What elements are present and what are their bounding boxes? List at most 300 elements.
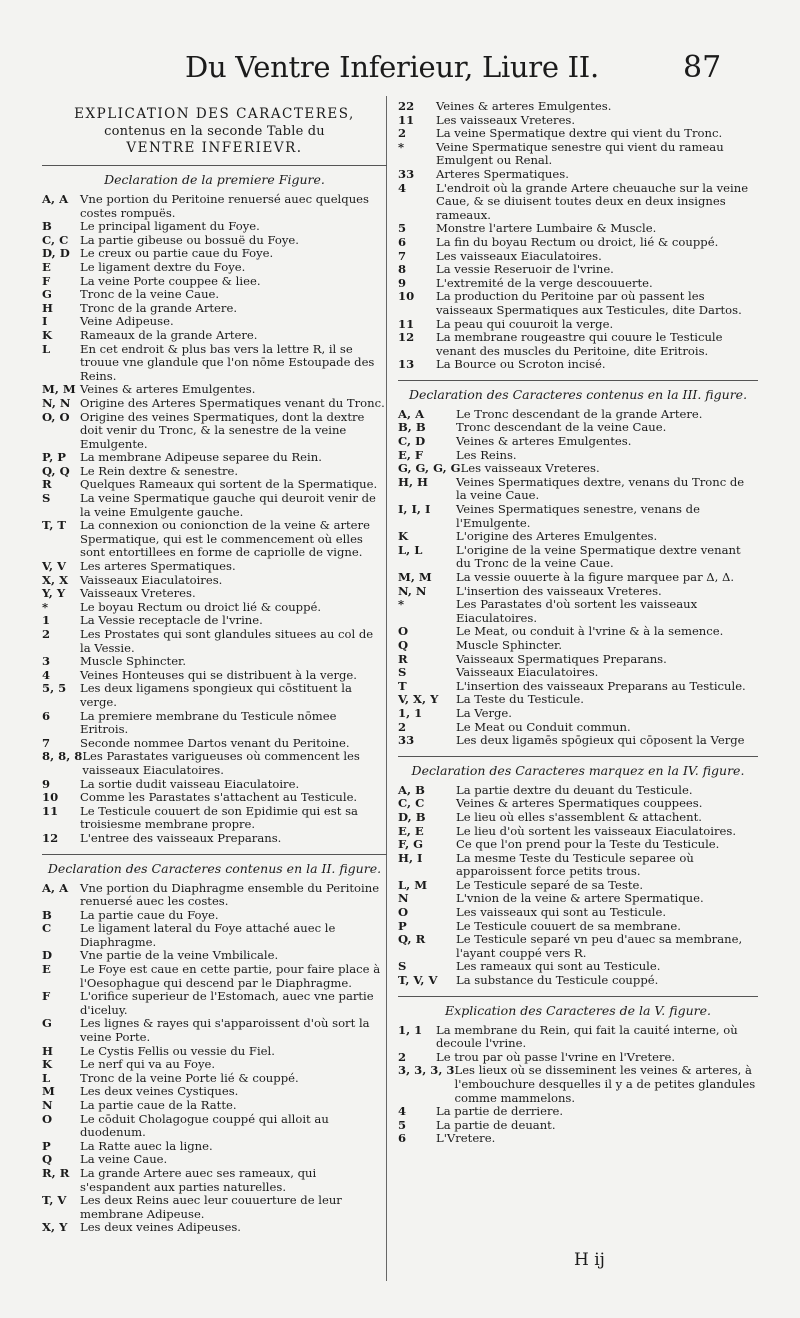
legend-entry xyxy=(42,519,387,560)
entry-text: Le Rein dextre & senestre. xyxy=(80,463,239,478)
entry-label: Q xyxy=(42,1152,53,1167)
entry-label: H, H xyxy=(398,474,428,489)
legend-entry xyxy=(42,302,387,316)
legend-entry xyxy=(42,949,387,963)
legend-entry xyxy=(42,478,387,492)
entry-label: 5 xyxy=(398,221,407,236)
entry-text: Le Tronc descendant de la grande Artere. xyxy=(456,406,703,421)
legend-entry xyxy=(398,449,758,463)
legend-entry xyxy=(398,974,758,988)
entry-label: Q, R xyxy=(398,932,426,947)
entry-text: Le Meat ou Conduit commun. xyxy=(456,719,631,734)
legend-entry xyxy=(398,960,758,974)
legend-entry xyxy=(398,263,758,277)
entry-text: Vne portion du Peritoine renuersé auec quelques costes rompuës. xyxy=(80,192,369,220)
entry-label: N xyxy=(398,891,409,906)
entry-text: Les vaisseaux Vreteres. xyxy=(436,112,576,127)
entry-text: Les rameaux qui sont au Testicule. xyxy=(456,959,661,974)
entry-text: Origine des Arteres Spermatiques venant du Tronc. xyxy=(80,395,385,410)
entry-text: La partie de derriere. xyxy=(436,1104,564,1119)
entry-text: La membrane du Rein, qui fait la cauité interne, où decoule l'vrine. xyxy=(436,1022,738,1051)
figure-section xyxy=(398,380,758,748)
legend-entry xyxy=(398,653,758,667)
entry-label: Y, Y xyxy=(42,586,66,601)
running-title: Du Ventre Inferieur, Liure II. xyxy=(185,50,599,84)
legend-entry xyxy=(398,530,758,544)
entry-text: Le principal ligament du Foye. xyxy=(80,219,260,234)
legend-entry xyxy=(42,234,387,248)
entry-text: Les Parastates d'où sortent les vaisseaux Eiaculatoires. xyxy=(456,597,698,625)
entry-label: 13 xyxy=(398,357,415,372)
entry-text: Le Meat, ou conduit à l'vrine & à la semence. xyxy=(456,624,724,639)
legend-entry xyxy=(398,127,758,141)
legend-entry xyxy=(398,838,758,852)
legend-entry xyxy=(42,1194,387,1221)
entry-label: 10 xyxy=(42,790,59,805)
legend-entry xyxy=(42,990,387,1017)
entry-label: 3, 3, 3, 3 xyxy=(398,1063,455,1078)
entry-text: La production du Peritoine par où passent les vaisseaux Spermatiques aux Testicules, dite Dartos. xyxy=(436,289,742,317)
entry-text: La Verge. xyxy=(456,705,512,720)
entry-text: La veine Porte couppee & liee. xyxy=(80,273,261,288)
entry-text: Veines & arteres Spermatiques couppees. xyxy=(456,796,703,811)
entry-label: P, P xyxy=(42,450,67,465)
entry-label: A, B xyxy=(398,782,425,797)
entry-label: O, O xyxy=(42,409,70,424)
entry-label: R, R xyxy=(42,1165,70,1180)
legend-entry xyxy=(42,682,387,709)
legend-entry xyxy=(398,435,758,449)
legend-entry xyxy=(42,1072,387,1086)
legend-entry xyxy=(398,639,758,653)
entry-label: 8, 8, 8 xyxy=(42,749,83,764)
legend-entry xyxy=(398,182,758,223)
entry-text: L'origine de la veine Spermatique dextre venant du Tronc de la veine Caue. xyxy=(456,542,741,571)
legend-entry xyxy=(398,892,758,906)
entry-text: La mesme Teste du Testicule separee où apparoissent force petits trous. xyxy=(456,850,694,879)
legend-entry xyxy=(398,734,758,748)
entry-text: Vaisseaux Eiaculatoires. xyxy=(80,572,223,587)
entry-label: B xyxy=(42,219,52,234)
legend-entry xyxy=(42,1045,387,1059)
section-heading: Declaration de la premiere Figure. xyxy=(42,165,387,187)
legend-entry xyxy=(398,1105,758,1119)
entry-label: 4 xyxy=(398,1104,407,1119)
entry-text: L'insertion des vaisseaux Preparans au Testicule. xyxy=(456,678,746,693)
entry-text: Le Foye est caue en cette partie, pour faire place à l'Oesophague qui descend par le Diaphragme. xyxy=(80,962,381,990)
legend-entry xyxy=(42,343,387,384)
signature-mark: H ij xyxy=(574,1250,605,1270)
entry-label: 11 xyxy=(42,803,59,818)
entry-label: I, I, I xyxy=(398,502,431,517)
entry-text: Veines Honteuses qui se distribuent à la verge. xyxy=(80,667,357,682)
entry-text: La Bource ou Scroton incisé. xyxy=(436,357,606,372)
entry-label: 7 xyxy=(42,735,51,750)
entry-label: P xyxy=(398,918,407,933)
entry-text: L'origine des Arteres Emulgentes. xyxy=(456,529,658,544)
entry-text: La partie de deuant. xyxy=(436,1117,556,1132)
entry-text: Les Reins. xyxy=(456,447,517,462)
entry-label: 12 xyxy=(42,830,59,845)
legend-entry xyxy=(398,318,758,332)
entry-text: Le ligament lateral du Foye attaché auec le Diaphragme. xyxy=(80,921,336,949)
entry-text: L'vnion de la veine & artere Spermatique. xyxy=(456,891,704,906)
entry-text: Le boyau Rectum ou droict lié & couppé. xyxy=(80,599,322,614)
entry-label: K xyxy=(42,327,53,342)
entry-label: 6 xyxy=(398,1131,407,1146)
entry-label: D, B xyxy=(398,809,426,824)
legend-entry xyxy=(42,1099,387,1113)
entry-label: L, M xyxy=(398,877,428,892)
legend-entry xyxy=(398,503,758,530)
legend-entry xyxy=(42,909,387,923)
entry-text: La connexion ou conionction de la veine & artere Spermatique, qui est le commencement où elles sont entortillees en forme de capriolle de vigne. xyxy=(80,518,370,560)
legend-entry xyxy=(42,451,387,465)
legend-entry xyxy=(42,411,387,452)
legend-entry xyxy=(398,141,758,168)
entry-text: Vne portion du Diaphragme ensemble du Peritoine renuersé auec les costes. xyxy=(80,880,380,909)
entry-text: Muscle Sphincter. xyxy=(456,637,563,652)
legend-entry xyxy=(42,397,387,411)
entry-label: F, G xyxy=(398,837,424,852)
legend-entry xyxy=(42,882,387,909)
entry-label: N, N xyxy=(42,395,71,410)
legend-entry xyxy=(42,261,387,275)
entry-label: L xyxy=(42,341,51,356)
entry-label: L xyxy=(42,1070,51,1085)
legend-entry xyxy=(42,750,387,777)
legend-entry xyxy=(42,778,387,792)
entry-text: Veines & arteres Emulgentes. xyxy=(436,99,612,113)
legend-entry xyxy=(42,710,387,737)
entry-label: C xyxy=(42,921,52,936)
entry-label: N, N xyxy=(398,583,427,598)
entry-label: D xyxy=(42,948,53,963)
entry-text: Les Parastates varigueuses où commencent les vaisseaux Eiaculatoires. xyxy=(82,749,360,777)
legend-entry xyxy=(398,784,758,798)
legend-entry xyxy=(42,275,387,289)
legend-entry xyxy=(398,408,758,422)
entry-label: 3 xyxy=(42,654,51,669)
entry-label: 11 xyxy=(398,112,415,127)
legend-entry xyxy=(42,832,387,846)
entry-text: Origine des veines Spermatiques, dont la dextre doit venir du Tronc, & la senestre de la veine Emulgente. xyxy=(80,409,365,451)
entry-label: X, Y xyxy=(42,1220,68,1235)
legend-entry xyxy=(398,879,758,893)
entry-label: T xyxy=(398,678,407,693)
continued-list xyxy=(398,100,758,372)
legend-entry xyxy=(398,933,758,960)
entry-text: La premiere membrane du Testicule nōmee Eritrois. xyxy=(80,708,337,737)
entry-text: Veines & arteres Emulgentes. xyxy=(456,434,632,449)
entry-label: K xyxy=(398,529,409,544)
entry-label: 12 xyxy=(398,330,415,345)
entry-text: Rameaux de la grande Artere. xyxy=(80,327,258,342)
entry-label: 2 xyxy=(398,719,407,734)
figure-section xyxy=(42,854,387,1235)
entry-label: M, M xyxy=(42,382,76,397)
legend-entry xyxy=(398,462,758,476)
legend-entry xyxy=(398,277,758,291)
legend-entry xyxy=(398,476,758,503)
legend-entry xyxy=(42,963,387,990)
entry-label: T, V xyxy=(42,1193,67,1208)
entry-text: Le Testicule couuert de sa membrane. xyxy=(456,918,681,933)
entry-label: * xyxy=(398,139,405,154)
left-column xyxy=(42,92,387,1235)
legend-entry xyxy=(398,544,758,571)
entry-text: Le Cystis Fellis ou vessie du Fiel. xyxy=(80,1043,275,1058)
entry-text: Arteres Spermatiques. xyxy=(436,166,569,181)
entry-label: 4 xyxy=(42,667,51,682)
legend-entry xyxy=(42,574,387,588)
legend-entry xyxy=(398,222,758,236)
entry-text: Les vaisseaux Eiaculatoires. xyxy=(436,248,602,263)
entry-text: Veines Spermatiques senestre, venans de l'Emulgente. xyxy=(456,502,700,530)
entry-label: G, G, G, G xyxy=(398,461,461,476)
entry-text: La membrane rougeastre qui couure le Testicule venant des muscles du Peritoine, dite Eritrois. xyxy=(436,330,723,358)
legend-entry xyxy=(42,220,387,234)
legend-entry xyxy=(42,1113,387,1140)
entry-label: F xyxy=(42,989,51,1004)
entry-text: Les vaisseaux qui sont au Testicule. xyxy=(456,905,667,920)
entry-label: E xyxy=(42,259,51,274)
main-title-line: contenus en la seconde Table du xyxy=(104,124,325,139)
entry-label: 33 xyxy=(398,733,415,748)
entry-label: A, A xyxy=(398,406,425,421)
entry-text: L'Vretere. xyxy=(436,1131,496,1146)
entry-label: 5, 5 xyxy=(42,681,67,696)
entry-text: La grande Artere auec ses rameaux, qui s'espandent aux parties naturelles. xyxy=(80,1165,317,1194)
entry-label: C, C xyxy=(42,232,69,247)
legend-entry xyxy=(398,1119,758,1133)
legend-entry xyxy=(42,492,387,519)
entry-label: X, X xyxy=(42,572,69,587)
legend-entry xyxy=(398,825,758,839)
entry-text: Le Testicule separé vn peu d'auec sa membrane, l'ayant couppé vers R. xyxy=(456,932,743,960)
entry-text: La fin du boyau Rectum ou droict, lié & couppé. xyxy=(436,234,719,249)
entry-label: 4 xyxy=(398,180,407,195)
entry-text: L'endroit où la grande Artere cheuauche sur la veine Caue, & se diuisent toutes deux en deux insignes rameaux. xyxy=(436,180,749,222)
entry-text: La sortie dudit vaisseau Eiaculatoire. xyxy=(80,776,300,791)
entry-label: 2 xyxy=(398,126,407,141)
legend-entry xyxy=(398,598,758,625)
entry-label: 8 xyxy=(398,262,407,277)
entry-label: L, L xyxy=(398,542,423,557)
legend-entry xyxy=(398,625,758,639)
legend-entry xyxy=(42,383,387,397)
entry-text: La partie dextre du deuant du Testicule. xyxy=(456,782,693,797)
entry-label: E xyxy=(42,962,51,977)
entry-text: L'insertion des vaisseaux Vreteres. xyxy=(456,583,662,598)
right-sections xyxy=(398,380,758,1146)
entry-text: Les deux ligamēs spōgieux qui cōposent la Verge xyxy=(456,733,745,748)
entry-text: Comme les Parastates s'attachent au Testicule. xyxy=(80,790,358,805)
entry-text: Vaisseaux Eiaculatoires. xyxy=(456,665,599,680)
legend-entry xyxy=(42,465,387,479)
entry-label: 9 xyxy=(42,776,51,791)
entry-text: La vessie Reseruoir de l'vrine. xyxy=(436,262,614,277)
page-number: 87 xyxy=(683,50,722,85)
entry-label: 1, 1 xyxy=(398,1022,423,1037)
entry-text: Tronc descendant de la veine Caue. xyxy=(456,420,667,435)
entry-label: * xyxy=(398,597,405,612)
entry-text: Vaisseaux Spermatiques Preparans. xyxy=(456,651,667,666)
legend-entry xyxy=(398,797,758,811)
entry-label: 1, 1 xyxy=(398,705,423,720)
entry-text: La veine Spermatique gauche qui deuroit venir de la veine Emulgente gauche. xyxy=(80,491,376,519)
entry-text: La membrane Adipeuse separee du Rein. xyxy=(80,450,322,465)
entry-text: Vne partie de la veine Vmbilicale. xyxy=(80,948,279,963)
legend-entry xyxy=(42,288,387,302)
entry-text: Vaisseaux Vreteres. xyxy=(80,586,196,601)
entry-label: 6 xyxy=(42,708,51,723)
legend-entry xyxy=(398,680,758,694)
entry-text: En cet endroit & plus bas vers la lettre R, il se trouue vne glandule que l'on nōme Estoupade des Reins. xyxy=(80,341,375,383)
figure-section xyxy=(42,165,387,846)
legend-entry xyxy=(398,721,758,735)
section-heading: Declaration des Caracteres marquez en la IV. figure. xyxy=(398,756,758,778)
legend-entry xyxy=(398,114,758,128)
right-column xyxy=(398,92,758,1146)
legend-entry xyxy=(398,666,758,680)
entry-label: D, D xyxy=(42,246,70,261)
entry-label: Q, Q xyxy=(42,463,70,478)
entry-text: Le cōduit Cholagogue couppé qui alloit au duodenum. xyxy=(80,1111,329,1140)
main-title-line: VENTRE INFERIEVR. xyxy=(126,140,303,156)
legend-entry xyxy=(42,1221,387,1235)
legend-entry xyxy=(42,614,387,628)
legend-entry xyxy=(398,1064,758,1105)
entry-text: Le trou par où passe l'vrine en l'Vretere. xyxy=(436,1049,676,1064)
entry-text: Veine Adipeuse. xyxy=(80,314,174,329)
legend-entry xyxy=(398,358,758,372)
figure-section xyxy=(398,756,758,988)
legend-entry xyxy=(42,922,387,949)
entry-label: M xyxy=(42,1084,55,1099)
legend-entry xyxy=(398,852,758,879)
entry-label: 9 xyxy=(398,275,407,290)
legend-entry xyxy=(42,1153,387,1167)
entry-text: Les deux Reins auec leur couuerture de leur membrane Adipeuse. xyxy=(80,1193,342,1221)
entry-text: Le ligament dextre du Foye. xyxy=(80,259,246,274)
entry-label: E, F xyxy=(398,447,424,462)
entry-text: Le lieu où elles s'assemblent & attachent. xyxy=(456,809,702,824)
entry-text: La partie caue de la Ratte. xyxy=(80,1098,237,1112)
legend-entry xyxy=(42,193,387,220)
entry-text: Les Prostates qui sont glandules situees au col de la Vessie. xyxy=(80,627,374,655)
entry-label: T, T xyxy=(42,518,67,533)
figure-section xyxy=(398,996,758,1146)
entry-text: Le Testicule couuert de son Epidimie qui est sa troisiesme membrane propre. xyxy=(80,803,358,832)
entry-label: * xyxy=(42,599,49,614)
entry-label: T, V, V xyxy=(398,973,438,988)
entry-text: La Teste du Testicule. xyxy=(456,692,584,707)
legend-entry xyxy=(42,628,387,655)
entry-text: Le creux ou partie caue du Foye. xyxy=(80,246,274,261)
entry-label: 33 xyxy=(398,166,415,181)
legend-entry xyxy=(42,587,387,601)
entry-text: Ce que l'on prend pour la Teste du Testicule. xyxy=(456,837,720,852)
entry-label: A, A xyxy=(42,192,69,206)
entry-label: C, D xyxy=(398,434,426,449)
entry-label: 22 xyxy=(398,99,415,113)
entry-text: La vessie ouuerte à la figure marquee par Δ, Δ. xyxy=(456,570,735,584)
entry-text: Veines Spermatiques dextre, venans du Tronc de la veine Caue. xyxy=(456,474,745,503)
entry-text: Le nerf qui va au Foye. xyxy=(80,1057,216,1072)
entry-text: Veine Spermatique senestre qui vient du rameau Emulgent ou Renal. xyxy=(436,139,724,168)
entry-text: Les lignes & rayes qui s'apparoissent d'où sort la veine Porte. xyxy=(80,1016,370,1045)
legend-entry xyxy=(398,707,758,721)
entry-label: 5 xyxy=(398,1117,407,1132)
legend-entry xyxy=(398,571,758,585)
legend-entry xyxy=(398,331,758,358)
entry-label: R xyxy=(42,477,52,492)
entry-label: E, E xyxy=(398,823,424,838)
legend-entry xyxy=(398,290,758,317)
legend-entry xyxy=(398,920,758,934)
entry-text: Les vaisseaux Vreteres. xyxy=(460,461,600,476)
entry-text: Tronc de la grande Artere. xyxy=(80,300,238,315)
legend-entry xyxy=(398,421,758,435)
legend-entry xyxy=(398,1132,758,1146)
legend-entry xyxy=(42,601,387,615)
entry-label: O xyxy=(398,905,409,920)
entry-label: M, M xyxy=(398,570,432,584)
entry-text: Monstre l'artere Lumbaire & Muscle. xyxy=(436,221,657,236)
legend-entry xyxy=(42,1140,387,1154)
entry-text: La veine Caue. xyxy=(80,1152,168,1167)
entry-text: Veines & arteres Emulgentes. xyxy=(80,382,256,397)
entry-label: S xyxy=(42,491,51,506)
entry-label: S xyxy=(398,959,407,974)
entry-label: I xyxy=(42,314,48,329)
entry-label: P xyxy=(42,1138,51,1153)
entry-label: 6 xyxy=(398,234,407,249)
legend-entry xyxy=(398,1024,758,1051)
entry-text: Seconde nommee Dartos venant du Peritoine. xyxy=(80,735,350,750)
entry-label: N xyxy=(42,1098,53,1112)
entry-label: 2 xyxy=(42,627,51,641)
legend-entry xyxy=(398,906,758,920)
entry-text: La veine Spermatique dextre qui vient du Tronc. xyxy=(436,126,723,141)
left-sections xyxy=(42,165,387,1235)
page-header xyxy=(0,50,800,94)
section-heading: Declaration des Caracteres contenus en la II. figure. xyxy=(42,854,387,876)
legend-entry xyxy=(42,560,387,574)
legend-entry xyxy=(42,669,387,683)
entry-label: B xyxy=(42,907,52,922)
legend-entry xyxy=(42,1017,387,1044)
entry-label: 7 xyxy=(398,248,407,263)
legend-entry xyxy=(398,250,758,264)
legend-entry xyxy=(42,1167,387,1194)
entry-label: 2 xyxy=(398,1049,407,1064)
entry-label: H xyxy=(42,300,53,315)
legend-entry xyxy=(42,805,387,832)
entry-label: F xyxy=(42,273,51,288)
section-heading: Explication des Caracteres de la V. figure. xyxy=(398,996,758,1018)
entry-label: 1 xyxy=(42,613,51,628)
legend-entry xyxy=(42,737,387,751)
entry-text: La peau qui couuroit la verge. xyxy=(436,316,614,331)
entry-label: O xyxy=(42,1111,53,1126)
entry-text: Les deux ligamens spongieux qui cōstituent la verge. xyxy=(80,681,352,709)
legend-entry xyxy=(42,329,387,343)
entry-text: La Vessie receptacle de l'vrine. xyxy=(80,613,263,628)
entry-label: V, X, Y xyxy=(398,692,439,707)
legend-entry xyxy=(398,693,758,707)
